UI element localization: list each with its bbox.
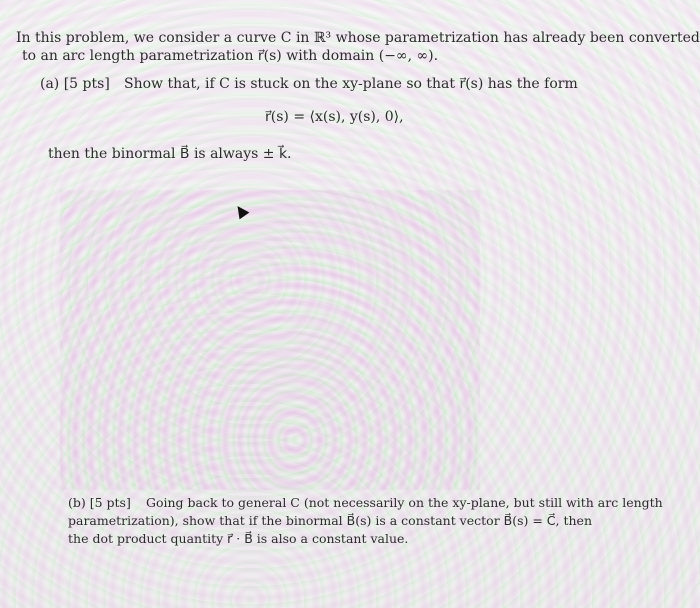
equation: r⃗(s) = ⟨x(s), y(s), 0⟩,	[265, 109, 404, 125]
part-a-text: Show that, if C is stuck on the xy-plane so that r⃗(s) has the form	[124, 76, 578, 92]
part-a-label: (a) [5 pts]	[40, 76, 110, 92]
moire-pattern	[60, 190, 480, 490]
part-b-line-3: the dot product quantity r⃗ · B⃗ is also a constant value.	[68, 531, 409, 546]
intro-line-1: In this problem, we consider a curve C in ℝ³ whose parametrization has already been converted	[16, 30, 700, 46]
part-b-line-1: Going back to general C (not necessarily on the xy-plane, but still with arc length	[146, 495, 663, 510]
intro-line-2: to an arc length parametrization r⃗(s) with domain (−∞, ∞).	[22, 48, 439, 64]
part-b-line-2: parametrization), show that if the binormal B⃗(s) is a constant vector B⃗(s) = C⃗, then	[68, 513, 593, 528]
part-b-label: (b) [5 pts]	[68, 495, 131, 510]
part-a-conclusion: then the binormal B⃗ is always ± k⃗.	[48, 146, 292, 162]
